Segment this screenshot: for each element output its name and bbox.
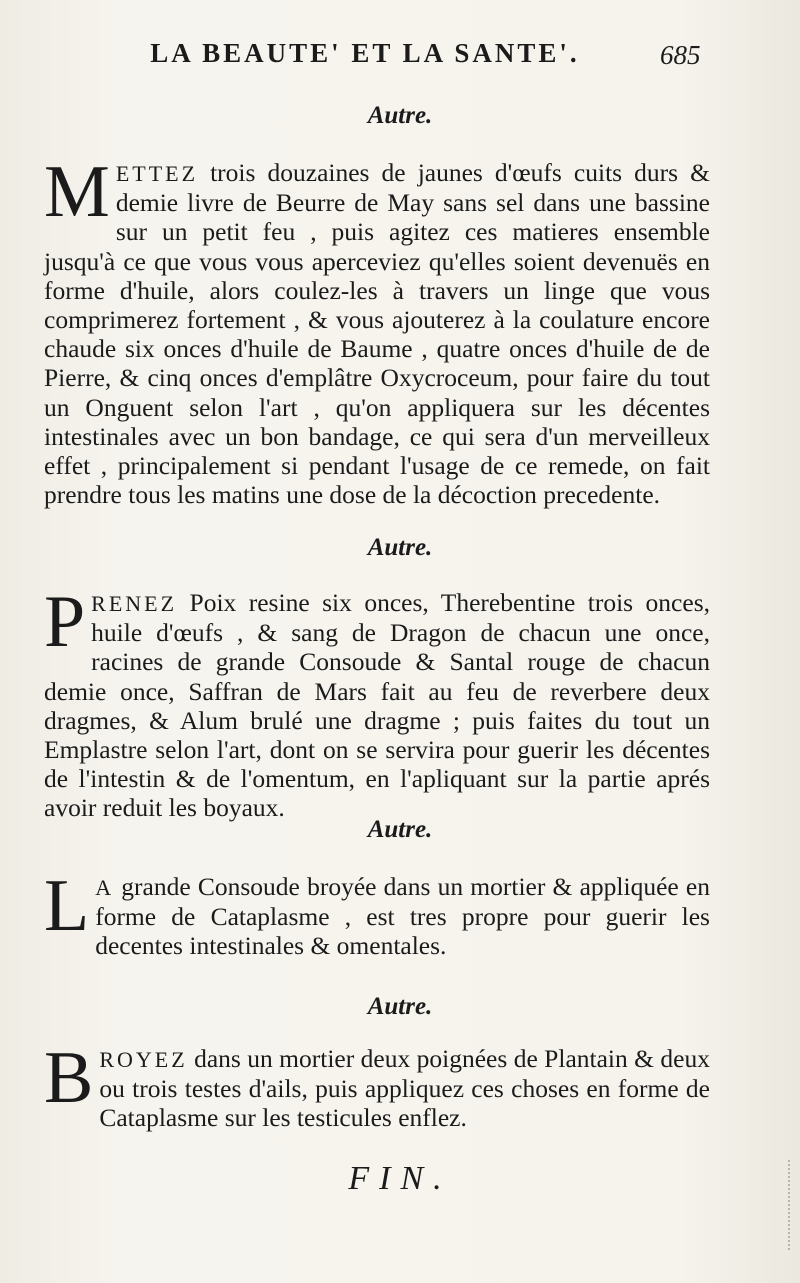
recipe-paragraph-1 [44, 151, 710, 510]
recipe-paragraph-3 [44, 865, 710, 961]
drop-cap: B [44, 1037, 94, 1119]
section-title-3: Autre. [367, 816, 433, 843]
recipe-paragraph-2 [44, 581, 710, 823]
page-number: 685 [660, 40, 701, 70]
running-title: LA BEAUTE' ET LA SANTE'. [150, 38, 580, 68]
drop-cap: L [44, 865, 90, 947]
section-title-1: Autre. [367, 102, 433, 129]
recipe-paragraph-4 [44, 1037, 710, 1133]
fin-mark: FIN. [348, 1160, 452, 1197]
paragraph-text: dans un mortier deux poignées de Plantain & deux ou trois testes d'ails, puis appliquez ces choses en forme de Cataplasme sur les testicules enflez. [99, 1044, 710, 1133]
margin-ornament [772, 1160, 790, 1250]
lead-word: A [95, 875, 115, 900]
paragraph-text: trois douzaines de jaunes d'œufs cuits durs & demie livre de Beurre de May sans sel dans une bassine sur un petit feu , puis agitez ces matieres ensemble jusqu'à ce que vous vous aperceviez qu'elles soient devenuës en forme d'huile, alors coulez-les à travers un linge que vous comprimerez fortement , & vous ajouterez à la coulature encore chaude six onces d'huile de Baume , quatre onces d'huile de de Pierre, & cinq onces d'emplâtre Oxycroceum, pour faire du tout un Onguent selon l'art , qu'on appliquera sur les décentes intestinales avec un bon bandage, ce qui sera d'un merveilleux effet , principalement si pendant l'usage de ce remede, on fait prendre tous les matins une dose de la décoction precedente. [44, 158, 710, 510]
drop-cap: P [44, 581, 86, 663]
section-title-4: Autre. [367, 993, 433, 1020]
lead-word: ETTEZ [115, 161, 199, 186]
lead-word: RENEZ [91, 591, 178, 616]
lead-word: ROYEZ [99, 1047, 188, 1072]
paragraph-text: Poix resine six onces, Therebentine trois onces, huile d'œufs , & sang de Dragon de chacun une once, racines de grande Consoude & Santal rouge de chacun demie once, Saffran de Mars fait au feu de reverbere deux dragmes, & Alum brulé une dragme ; puis faites du tout un Emplastre selon l'art, dont on se servira pour guerir les décentes de l'intestin & de l'omentum, en l'apliquant sur la partie aprés avoir reduit les boyaux. [44, 588, 710, 823]
drop-cap: M [44, 151, 110, 233]
paragraph-text: grande Consoude broyée dans un mortier & appliquée en forme de Cataplasme , est tres propre pour guerir les decentes intestinales & omentales. [95, 872, 710, 961]
section-title-2: Autre. [367, 534, 433, 561]
